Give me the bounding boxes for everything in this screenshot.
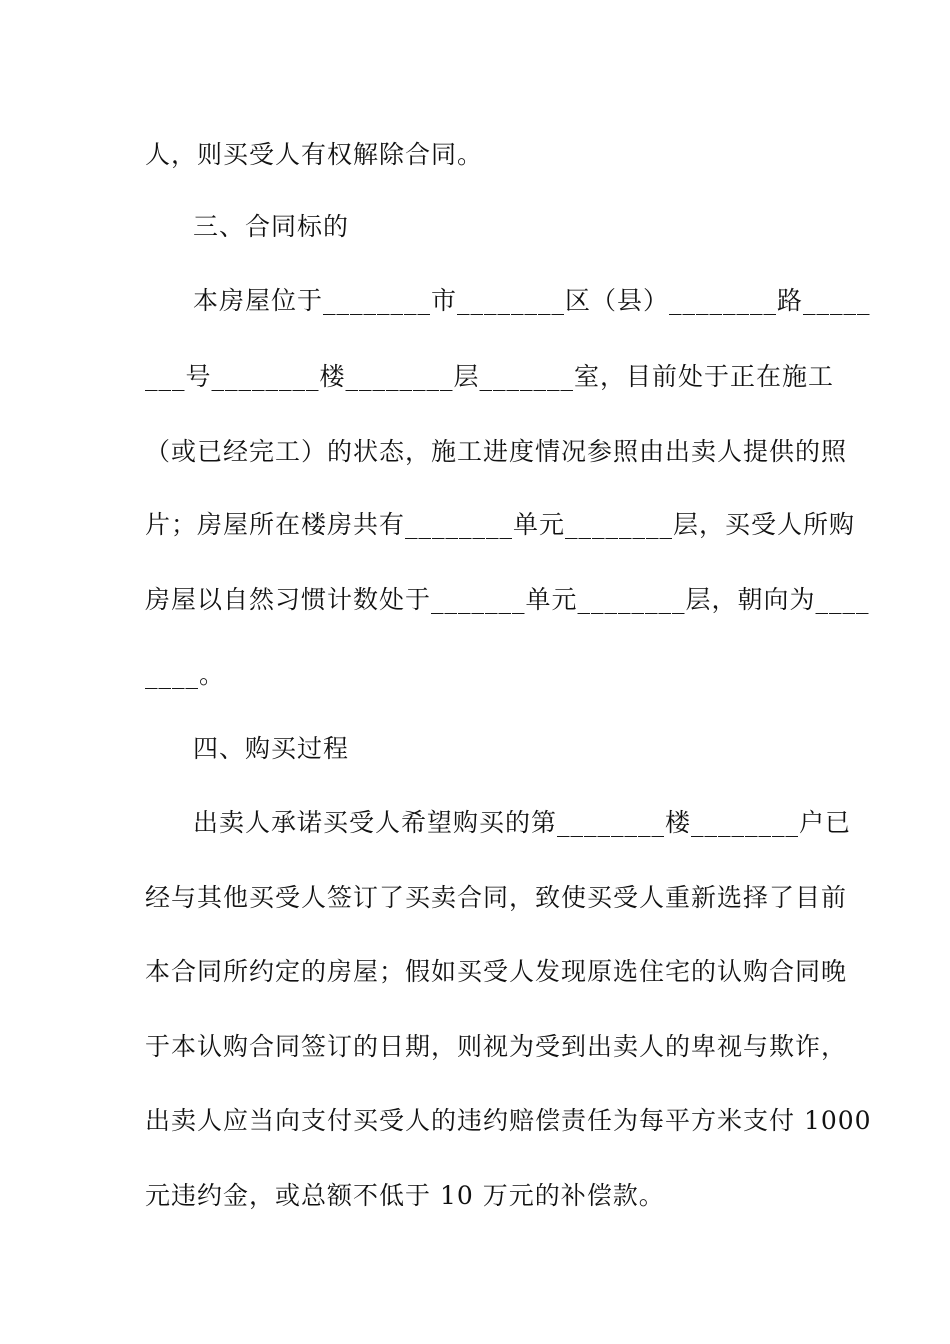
paragraph-line: 于本认购合同签订的日期，则视为受到出卖人的卑视与欺诈，: [145, 1032, 848, 1061]
paragraph-line: ___号________楼________层_______室，目前处于正在施工: [145, 362, 835, 391]
section-heading: 三、合同标的: [193, 212, 350, 241]
paragraph-line: （或已经完工）的状态，施工进度情况参照由出卖人提供的照: [145, 437, 848, 466]
paragraph-line: 经与其他买受人签订了买卖合同，致使买受人重新选择了目前: [145, 883, 848, 912]
paragraph-line: 出卖人承诺买受人希望购买的第________楼________户已: [193, 808, 852, 837]
paragraph-line: 本合同所约定的房屋；假如买受人发现原选住宅的认购合同晚: [145, 957, 848, 986]
paragraph-line: 元违约金，或总额不低于 10 万元的补偿款。: [145, 1181, 665, 1210]
paragraph-line: 片；房屋所在楼房共有________单元________层，买受人所购: [145, 510, 856, 539]
paragraph-line: ____。: [145, 660, 226, 689]
paragraph-line: 本房屋位于________市________区（县）________路_____: [193, 286, 871, 315]
paragraph-line: 人，则买受人有权解除合同。: [145, 140, 484, 169]
paragraph-line: 房屋以自然习惯计数处于_______单元________层，朝向为____: [145, 585, 870, 614]
paragraph-line: 出卖人应当向支付买受人的违约赔偿责任为每平方米支付 1000: [145, 1106, 872, 1135]
section-heading: 四、购买过程: [193, 734, 350, 763]
